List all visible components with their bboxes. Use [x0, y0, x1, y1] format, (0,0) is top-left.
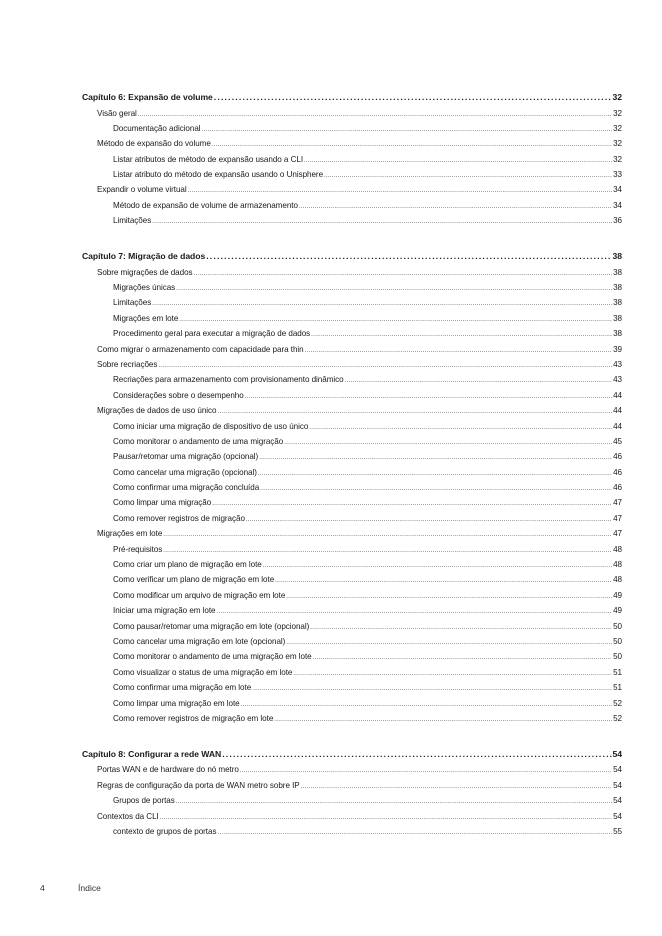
toc-entry[interactable] [82, 280, 622, 295]
toc-entry[interactable] [82, 106, 622, 121]
toc-entry-page: 32 [613, 108, 622, 118]
toc-entry[interactable] [82, 711, 622, 726]
dot-leader [158, 363, 612, 369]
toc-entry-text: Limitações [113, 298, 152, 308]
toc-entry[interactable] [82, 449, 622, 464]
toc-entry[interactable] [82, 419, 622, 434]
toc-entry-page: 47 [613, 529, 622, 539]
toc-entry-page: 45 [613, 436, 622, 446]
footer-page-number: 4 [40, 883, 45, 893]
toc-entry[interactable] [82, 572, 622, 587]
toc-entry-text: Como migrar o armazenamento com capacidade para thin [97, 344, 304, 354]
toc-entry[interactable] [82, 213, 622, 228]
toc-entry-text: Método de expansão do volume [97, 139, 211, 149]
toc-entry-text: Como modificar um arquivo de migração em lote [113, 590, 286, 600]
dot-leader [222, 750, 611, 759]
toc-entry[interactable] [82, 434, 622, 449]
toc-entry-page: 46 [613, 467, 622, 477]
dot-leader [202, 127, 613, 133]
dot-leader [152, 301, 612, 307]
toc-entry-page: 51 [613, 667, 622, 677]
chapter-section [82, 747, 622, 839]
toc-entry-text: Migrações únicas [113, 283, 176, 293]
chapter-title: Capítulo 6: Expansão de volume [82, 92, 213, 102]
toc-entry-page: 47 [613, 513, 622, 523]
toc-entry-page: 38 [613, 267, 622, 277]
dot-leader [311, 332, 612, 338]
toc-entry[interactable] [82, 265, 622, 280]
toc-entry-text: Como limpar uma migração [113, 498, 212, 508]
toc-entry-text: Como iniciar uma migração de dispositivo de uso único [113, 421, 309, 431]
toc-entry-text: Procedimento geral para executar a migração de dados [113, 329, 311, 339]
dot-leader [163, 532, 612, 538]
dot-leader [259, 455, 612, 461]
toc-entry-text: Como remover registros de migração [113, 513, 245, 523]
toc-entry-page: 54 [613, 780, 622, 790]
toc-entry-page: 47 [613, 498, 622, 508]
toc-entry[interactable] [82, 696, 622, 711]
toc-entry-text: Limitações [113, 216, 152, 226]
dot-leader [214, 93, 612, 102]
toc-entry-page: 34 [613, 200, 622, 210]
toc-entry[interactable] [82, 511, 622, 526]
toc-entry[interactable] [82, 665, 622, 680]
toc-entry-text: Como criar um plano de migração em lote [113, 560, 262, 570]
toc-entry-page: 49 [613, 590, 622, 600]
chapter-section [82, 90, 622, 229]
toc-entry-text: Como confirmar uma migração concluída [113, 483, 260, 493]
dot-leader [240, 768, 612, 774]
dot-leader [245, 394, 612, 400]
toc-entry-page: 32 [613, 154, 622, 164]
dot-leader [260, 486, 612, 492]
toc-entry-page: 33 [613, 170, 622, 180]
toc-entry-text: Migrações em lote [113, 313, 179, 323]
dot-leader [301, 784, 612, 790]
table-of-contents [82, 90, 622, 860]
dot-leader [293, 671, 612, 677]
chapter-page-number: 54 [612, 748, 622, 759]
toc-entry[interactable] [82, 357, 622, 372]
toc-entry-text: Portas WAN e de hardware do nó metro [97, 765, 239, 775]
chapter-title: Capítulo 8: Configurar a rede WAN [82, 748, 222, 759]
toc-entry[interactable] [82, 557, 622, 572]
dot-leader [246, 517, 612, 523]
dot-leader [258, 471, 612, 477]
toc-entry[interactable] [82, 495, 622, 510]
toc-entry-text: Como monitorar o andamento de uma migração em lote [113, 652, 312, 662]
toc-entry-text: Sobre migrações de dados [97, 267, 193, 277]
toc-entry-page: 52 [613, 713, 622, 723]
dot-leader [275, 578, 612, 584]
toc-entry-text: Pausar/retomar uma migração (opcional) [113, 452, 259, 462]
toc-entry-page: 34 [613, 185, 622, 195]
toc-entry-text: Recriações para armazenamento com provisionamento dinâmico [113, 375, 344, 385]
toc-entry[interactable] [82, 295, 622, 310]
toc-entry-page: 48 [613, 544, 622, 554]
toc-entry[interactable] [82, 634, 622, 649]
toc-entry-page: 38 [613, 283, 622, 293]
dot-leader [310, 625, 612, 631]
dot-leader [313, 655, 612, 661]
toc-entry-page: 54 [613, 796, 622, 806]
dot-leader [304, 158, 612, 164]
toc-entry-text: Como monitorar o andamento de uma migração [113, 436, 284, 446]
toc-entry-page: 54 [613, 811, 622, 821]
toc-entry-page: 43 [613, 375, 622, 385]
toc-entry[interactable] [82, 793, 622, 808]
toc-entry[interactable] [82, 388, 622, 403]
toc-entry-page: 44 [613, 390, 622, 400]
toc-entry-text: Como confirmar uma migração em lote [113, 683, 252, 693]
toc-entry-text: contexto de grupos de portas [113, 826, 217, 836]
dot-leader [274, 717, 612, 723]
toc-entry-text: Contextos da CLI [97, 811, 159, 821]
toc-entry-text: Como limpar uma migração em lote [113, 698, 240, 708]
chapter-page-number: 32 [612, 92, 622, 102]
toc-entry-text: Visão geral [97, 108, 137, 118]
toc-entry[interactable] [82, 619, 622, 634]
toc-entry-page: 38 [613, 313, 622, 323]
dot-leader [194, 271, 613, 277]
toc-entry-text: Sobre recriações [97, 359, 158, 369]
footer-section-title: Índice [78, 883, 101, 893]
toc-entry-page: 55 [613, 826, 622, 836]
toc-entry-text: Como cancelar uma migração (opcional) [113, 467, 257, 477]
dot-leader [163, 548, 612, 554]
dot-leader [138, 112, 612, 118]
toc-entry[interactable] [82, 326, 622, 341]
toc-entry-text: Como cancelar uma migração em lote (opcional) [113, 637, 286, 646]
toc-entry-page: 50 [613, 621, 622, 631]
toc-entry-text: Migrações de dados de uso único [97, 406, 217, 416]
toc-entry-text: Como visualizar o status de uma migração em lote [113, 667, 293, 677]
toc-entry-page: 38 [613, 298, 622, 308]
toc-entry[interactable] [82, 526, 622, 541]
dot-leader [218, 409, 613, 415]
dot-leader [286, 640, 612, 646]
dot-leader [252, 686, 612, 692]
toc-entry-page: 51 [613, 683, 622, 693]
chapter-title: Capítulo 7: Migração de dados [82, 251, 206, 262]
toc-entry[interactable] [82, 542, 622, 557]
toc-entry-text: Considerações sobre o desempenho [113, 390, 244, 400]
dot-leader [299, 204, 612, 210]
toc-entry[interactable] [82, 588, 622, 603]
toc-entry[interactable] [82, 649, 622, 664]
dot-leader [241, 702, 612, 708]
toc-entry[interactable] [82, 778, 622, 793]
toc-entry-page: 36 [613, 216, 622, 226]
dot-leader [217, 609, 613, 615]
toc-entry[interactable] [82, 311, 622, 326]
dot-leader [176, 799, 612, 805]
toc-entry-text: Iniciar uma migração em lote [113, 606, 216, 616]
chapter-heading[interactable] [82, 249, 622, 263]
toc-entry[interactable] [82, 603, 622, 618]
dot-leader [309, 425, 612, 431]
toc-entry-page: 39 [613, 344, 622, 354]
dot-leader [286, 594, 612, 600]
toc-entry[interactable] [82, 403, 622, 418]
toc-entry[interactable] [82, 198, 622, 213]
toc-entry[interactable] [82, 167, 622, 182]
toc-entry-text: Listar atributos de método de expansão usando a CLI [113, 154, 304, 164]
dot-leader [160, 815, 612, 821]
toc-entry-page: 50 [613, 652, 622, 662]
toc-entry-page: 32 [613, 139, 622, 149]
toc-entry-text: Documentação adicional [113, 123, 201, 133]
toc-entry-page: 49 [613, 606, 622, 616]
dot-leader [188, 188, 612, 194]
toc-entry-page: 50 [613, 637, 622, 646]
toc-entry[interactable] [82, 809, 622, 824]
toc-entry-text: Grupos de portas [113, 796, 175, 806]
toc-entry-page: 32 [613, 123, 622, 133]
chapter-heading[interactable] [82, 747, 622, 761]
toc-entry[interactable] [82, 136, 622, 151]
toc-entry-page: 54 [613, 765, 622, 775]
dot-leader [305, 348, 613, 354]
dot-leader [152, 219, 612, 225]
toc-entry-page: 48 [613, 560, 622, 570]
dot-leader [217, 830, 612, 836]
dot-leader [263, 563, 612, 569]
toc-entry-page: 52 [613, 698, 622, 708]
toc-entry-page: 46 [613, 452, 622, 462]
toc-entry[interactable] [82, 121, 622, 136]
chapter-page-number: 38 [612, 251, 622, 262]
toc-entry-page: 43 [613, 359, 622, 369]
toc-entry[interactable] [82, 152, 622, 167]
toc-entry-text: Pré-requisitos [113, 544, 163, 554]
toc-entry-page: 38 [613, 329, 622, 339]
toc-entry[interactable] [82, 372, 622, 387]
chapter-section [82, 249, 622, 726]
dot-leader [206, 252, 611, 261]
dot-leader [212, 142, 612, 148]
toc-entry-text: Listar atributo do método de expansão usando o Unisphere [113, 170, 324, 180]
toc-entry[interactable] [82, 680, 622, 695]
dot-leader [176, 286, 612, 292]
dot-leader [179, 317, 612, 323]
toc-entry[interactable] [82, 824, 622, 839]
dot-leader [324, 173, 612, 179]
chapter-heading[interactable] [82, 90, 622, 104]
toc-entry-page: 44 [613, 421, 622, 431]
toc-entry-text: Expandir o volume virtual [97, 185, 187, 195]
toc-entry-text: Método de expansão de volume de armazenamento [113, 200, 298, 210]
toc-entry-page: 44 [613, 406, 622, 416]
toc-entry[interactable] [82, 182, 622, 197]
toc-entry-page: 46 [613, 483, 622, 493]
dot-leader [212, 501, 612, 507]
dot-leader [284, 440, 612, 446]
toc-entry-text: Migrações em lote [97, 529, 163, 539]
toc-entry[interactable] [82, 480, 622, 495]
toc-entry-text: Como pausar/retomar uma migração em lote (opcional) [113, 621, 310, 631]
toc-entry-text: Regras de configuração da porta de WAN metro sobre IP [97, 780, 300, 790]
toc-entry[interactable] [82, 342, 622, 357]
toc-entry-text: Como verificar um plano de migração em lote [113, 575, 275, 585]
toc-entry[interactable] [82, 465, 622, 480]
dot-leader [345, 378, 613, 384]
toc-entry-text: Como remover registros de migração em lote [113, 713, 274, 723]
toc-entry[interactable] [82, 762, 622, 777]
toc-entry-page: 48 [613, 575, 622, 585]
page-footer [40, 883, 101, 893]
